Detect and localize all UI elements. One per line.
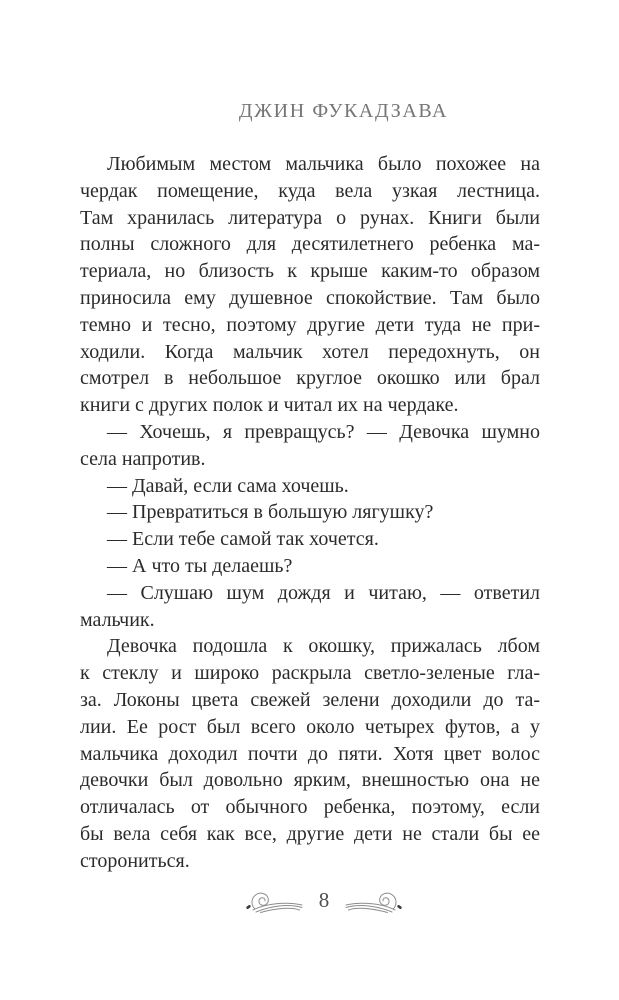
text-line: — Превратиться в большую лягушку? [107,501,434,524]
flourish-left-icon [238,887,304,913]
text-line: мальчик. [80,608,155,631]
text-line: села напротив. [80,447,206,470]
text-line: териала, но близость к крыше каким-то образом [80,260,540,283]
text-line: отличалась от обычного ребенка, поэтому, если [80,796,540,819]
text-line: Любимым местом мальчика было похожее на [107,153,540,175]
text-line: мальчика доходил почти до пяти. Хотя цвет волос [80,742,540,765]
text-line: смотрел в небольшое круглое окошко или брал [80,367,540,390]
text-line: к стеклу и широко раскрыла светло-зеленые гла- [80,662,540,685]
text-line: — Слушаю шум дождя и читаю, — ответил [107,581,540,604]
text-line: ходили. Когда мальчик хотел передохнуть, он [80,340,540,363]
text-line: — Если тебе самой так хочется. [107,528,379,551]
text-line: лии. Ее рост был всего около четырех футов, а у [80,715,540,738]
text-line: — А что ты делаешь? [107,554,293,577]
page-footer [238,884,410,916]
page-number: 8 [318,887,330,912]
text-line: полны сложного для десятилетнего ребенка ма- [80,233,540,256]
text-line: Там хранилась литература о рунах. Книги были [80,206,540,229]
text-line: книги с других полок и читал их на чердаке. [80,394,459,417]
text-line: темно и тесно, поэтому другие дети туда не при- [80,313,540,336]
text-line: приносила ему душевное спокойствие. Там было [80,286,540,309]
text-line: Девочка подошла к окошку, прижалась лбом [107,635,540,658]
text-line: — Давай, если сама хочешь. [107,474,349,497]
text-line: девочки был довольно ярким, внешностью она не [80,769,540,792]
text-line: сторониться. [80,849,190,872]
text-line: за. Локоны цвета свежей зелени доходили до та- [80,688,540,711]
text-line: — Хочешь, я превращусь? — Девочка шумно [107,420,540,443]
text-line: чердак помещение, куда вела узкая лестница. [80,179,540,202]
text-line: бы вела себя как все, другие дети не стали бы ее [80,822,540,845]
body-text [80,151,540,875]
flourish-right-icon [344,887,410,913]
running-header-author: ДЖИН ФУКАДЗАВА [238,100,449,122]
